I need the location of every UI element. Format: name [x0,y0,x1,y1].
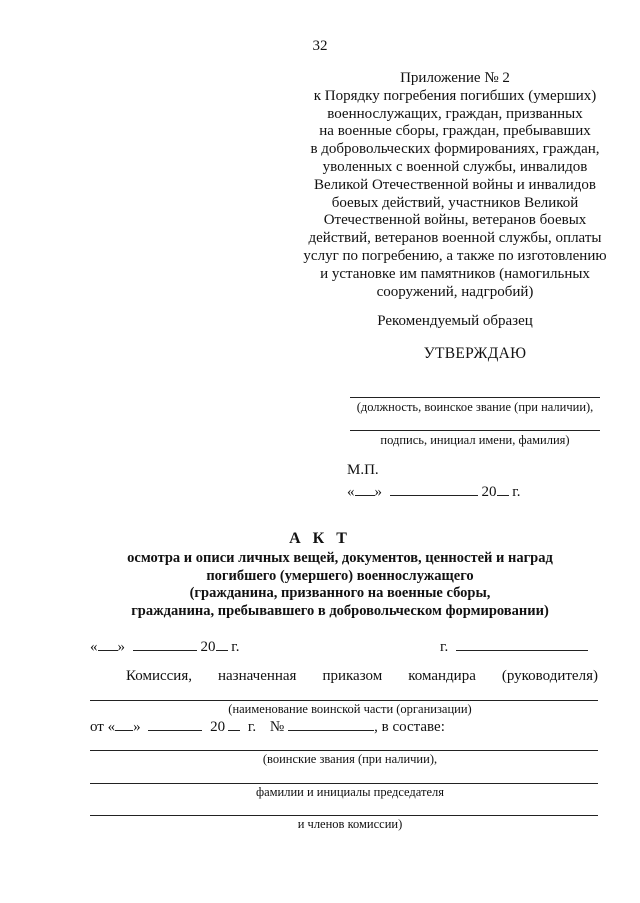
signature-caption: подпись, инициал имени, фамилия) [380,433,570,447]
date-year: 20 [481,484,497,500]
order-year-blank [228,716,240,731]
appendix-line: уволенных с военной службы, инвалидов [322,158,588,175]
order-number-sign: № [269,719,285,735]
members-line [90,815,598,816]
name-signature-line [350,430,600,431]
month-blank [390,481,478,496]
appendix-line: Отечественной войны, ветеранов боевых [323,212,587,229]
position-caption: (должность, воинское звание (при наличии), [356,400,594,414]
commission-word: (руководителя) [501,668,598,684]
unit-line [90,700,598,701]
chair-line [90,783,598,784]
position-signature-line [350,397,600,398]
date-open-quote: « [347,484,355,500]
act-date-year-suffix: г. [231,639,240,655]
act-subtitle [60,550,620,620]
commission-word: приказом [322,668,383,684]
commission-word: Комиссия, [126,668,192,684]
city-blank [456,636,588,651]
order-quote-close: » [133,719,141,735]
act-city [440,636,588,656]
unit-caption: (наименование воинской части (организации) [228,702,472,716]
order-year-suffix: г. [247,719,257,735]
sample-label: Рекомендуемый образец [377,313,533,329]
page-number: 32 [312,38,328,54]
act-subtitle-line: погибшего (умершего) военнослужащего [206,567,474,584]
act-date-year: 20 [200,639,216,655]
appendix-line: на военные сборы, граждан, пребывавших [319,123,591,140]
act-date [90,636,239,656]
order-day-blank [115,716,133,731]
chair-caption: фамилии и инициалы председателя [255,785,445,799]
appendix-line: действий, ветеранов военной службы, оплаты [308,230,602,247]
appendix-line: Приложение № 2 [400,70,510,86]
commission-word: командира [408,668,476,684]
approve-date [347,481,520,501]
date-close-quote: » [374,484,382,500]
members-caption: и членов комиссии) [297,817,403,831]
ranks-caption: (воинские звания (при наличии), [262,752,438,766]
act-subtitle-line: гражданина, пребывавшего в добровольческом формировании) [131,602,549,619]
appendix-line: сооружений, надгробий) [376,283,534,300]
date-year-suffix: г. [512,484,521,500]
order-month-blank [148,716,202,731]
order-line [90,716,445,736]
order-number-blank [288,716,374,731]
act-date-open-quote: « [90,639,98,655]
year-blank [497,481,509,496]
appendix-line: Великой Отечественной войны и инвалидов [313,176,597,193]
stamp-label: М.П. [347,462,379,478]
act-date-close-quote: » [117,639,125,655]
act-year-blank [216,636,228,651]
appendix-line: военнослужащих, граждан, призванных [327,105,583,122]
act-day-blank [98,636,118,651]
commission-word: назначенная [217,668,297,684]
act-subtitle-line: (гражданина, призванного на военные сборы, [189,585,491,601]
order-suffix: , в составе: [374,719,445,735]
appendix-line: боевых действий, участников Великой [331,194,579,211]
commission-line [126,668,598,685]
appendix-line: в добровольческих формированиях, граждан, [310,141,600,158]
act-title: А К Т [289,530,351,547]
ranks-line [90,750,598,751]
appendix-line: к Порядку погребения погибших (умерших) [313,87,597,104]
act-month-blank [133,636,197,651]
day-blank [355,481,375,496]
act-subtitle-line: осмотра и описи личных вещей, документов, ценностей и наград [127,550,553,566]
order-prefix: от « [90,719,116,735]
appendix-line: и установке им памятников (намогильных [320,265,590,282]
appendix-header [290,70,620,301]
appendix-line: услуг по погребению, а также по изготовлению [303,247,607,264]
city-prefix: г. [440,639,449,655]
approve-title: УТВЕРЖДАЮ [423,345,527,362]
order-year: 20 [210,719,226,735]
